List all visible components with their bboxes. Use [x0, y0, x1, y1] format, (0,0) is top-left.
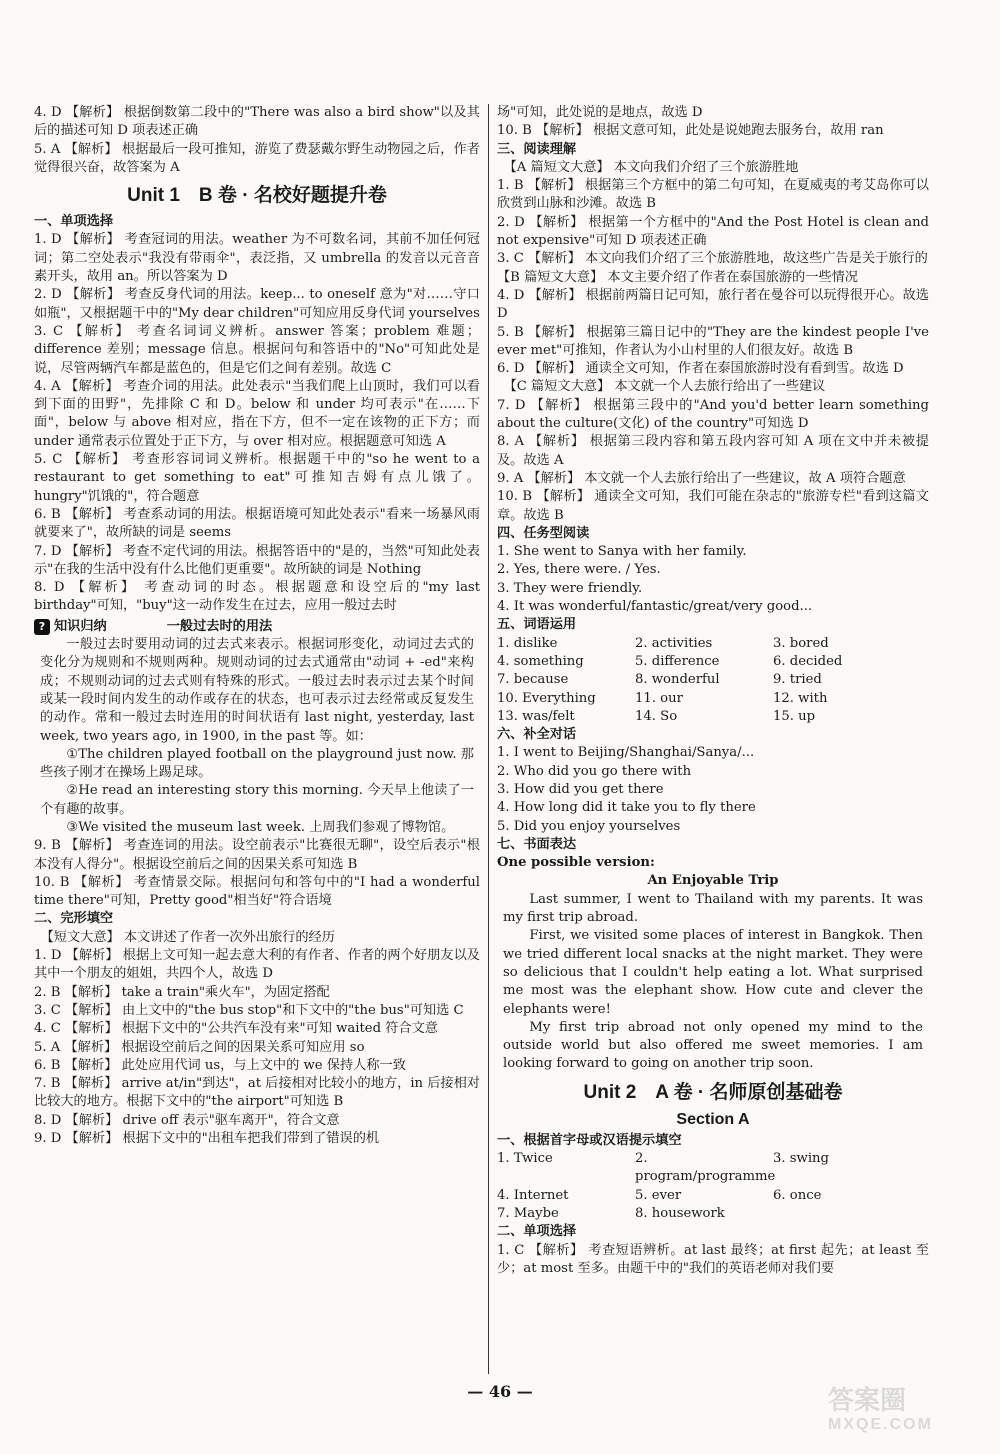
answer-paragraph: 1. D 【解析】 根据上文可知一起去意大利的有作者、作者的两个好朋友以及其中一个朋友的姐姐，共四个人，故选 D	[34, 948, 480, 982]
answer-paragraph: 5. A 【解析】 根据设空前后之间的因果关系可知应用 so	[34, 1039, 365, 1055]
answer-item: 3. swing	[773, 1151, 829, 1167]
answer-paragraph: 1. I went to Beijing/Shanghai/Sanya/...	[497, 745, 755, 761]
answer-paragraph: 1. C 【解析】 考查短语辨析。at last 最终；at first 起先；at least 至少；at most 至多。由题干中的"我们的英语老师对我们要	[497, 1242, 929, 1276]
section-heading: 五、词语运用	[497, 617, 577, 633]
watermark-logo	[828, 1384, 978, 1444]
unit-title: Unit 2 A 卷 · 名师原创基础卷	[583, 1081, 843, 1103]
body-paragraph: ③We visited the museum last week. 上周我们参观了博物馆。	[66, 819, 455, 835]
section-heading: 四、任务型阅读	[497, 525, 590, 541]
answer-item: 8. wonderful	[635, 672, 720, 688]
answer-paragraph: 10. B 【解析】 通读全文可知，我们可能在杂志的"旅游专栏"看到这篇文章。故选 B	[497, 489, 929, 523]
answer-paragraph: 【C 篇短文大意】 本文就一个人去旅行给出了一些建议	[497, 379, 826, 395]
answer-paragraph: 【短文大意】 本文讲述了作者一次外出旅行的经历	[34, 929, 335, 945]
section-heading: One possible version:	[497, 855, 655, 871]
answer-paragraph: 9. D 【解析】 根据下文中的"出租车把我们带到了错误的机	[34, 1131, 380, 1147]
body-paragraph: ①The children played football on the playground just now. 那些孩子刚才在操场上踢足球。	[40, 746, 474, 781]
section-title: Section A	[676, 1110, 750, 1128]
unit-title: Unit 1 B 卷 · 名校好题提升卷	[127, 185, 387, 207]
answer-paragraph: 1. D 【解析】 考查冠词的用法。weather 为不可数名词，其前不加任何冠词；第二空处表示"我没有带雨伞"，表泛指，又 umbrella 的发音以元音音素开头，故用 an。所以答案为 D	[34, 232, 480, 285]
column-divider	[488, 104, 489, 1374]
answer-paragraph: 4. A 【解析】 考查介词的用法。此处表示"当我们爬上山顶时，我们可以看到下面的田野"，先排除 C 和 D。below 和 under 均可表示"在……下面"，below 与 above 相对应，指在下方，但不一定在该物的正下方；而 under 通常表示位置处于正下方，与 over 相对应。根据题意可知选 A	[34, 378, 480, 449]
answer-paragraph: 场"可知，此处说的是地点，故选 D	[497, 105, 703, 120]
answer-item: 9. tried	[773, 672, 822, 688]
answer-paragraph: 4. How long did it take you to fly there	[497, 800, 756, 816]
answer-item: 1. Twice	[497, 1151, 553, 1167]
answer-paragraph: 5. A 【解析】 根据最后一段可推知，游览了费瑟戴尔野生动物园之后，作者觉得很兴奋，故答案为 A	[34, 141, 480, 175]
answer-paragraph: 6. B 【解析】 此处应用代词 us，与上文中的 we 保持人称一致	[34, 1057, 406, 1073]
answer-item: 13. was/felt	[497, 708, 575, 724]
answer-paragraph: 3. They were friendly.	[497, 580, 643, 596]
answer-paragraph: 8. D 【解析】 考查动词的时态。根据题意和设空后的"my last birthday"可知，"buy"这一动作发生在过去，应用一般过去时	[34, 580, 480, 614]
answer-paragraph: 5. Did you enjoy yourselves	[497, 818, 681, 834]
answer-paragraph: 10. B 【解析】 考查情景交际。根据问句和答句中的"I had a wonderful time there"可知，Pretty good"相当好"符合语境	[34, 874, 480, 909]
answer-paragraph: 6. D 【解析】 通读全文可知，作者在泰国旅游时没有看到雪。故选 D	[497, 361, 904, 377]
answer-paragraph: 2. D 【解析】 考查反身代词的用法。keep... to oneself 意为"对……守口如瓶"，又根据题干中的"My dear children"可知应用反身代词 yourselves	[34, 287, 480, 321]
right-column	[497, 104, 929, 1278]
answer-paragraph: 5. B 【解析】 根据第三篇日记中的"They are the kindest people I've ever met"可推知，作者认为小山村里的人们很友好。故选 B	[497, 324, 929, 358]
answer-item: 3. bored	[773, 635, 829, 651]
answer-paragraph: 1. B 【解析】 根据第三个方框中的第二句可知，在夏威夷的考艾岛你可以欣赏到山脉和沙滩。故选 B	[497, 178, 929, 212]
left-column	[34, 104, 480, 1148]
answer-paragraph: 7. D 【解析】 根据第三段中的"And you'd better learn something about the culture(文化) of the country"可知选 D	[497, 397, 929, 432]
answer-paragraph: 4. D 【解析】 根据前两篇日记可知，旅行者在曼谷可以玩得很开心。故选 D	[497, 287, 929, 322]
answer-paragraph: 7. D 【解析】 考查不定代词的用法。根据答语中的"是的，当然"可知此处表示"在我的生活中没有什么比他们更重要"。故所缺的词是 Nothing	[34, 543, 480, 577]
body-paragraph: Last summer, I went to Thailand with my parents. It was my first trip abroad.	[503, 891, 923, 926]
answer-item: 14. So	[635, 708, 678, 724]
answer-paragraph: 7. B 【解析】 arrive at/in"到达"，at 后接相对比较小的地方，in 后接相对比较大的地方。根据下文中的"the airport"可知选 B	[34, 1076, 480, 1110]
answer-paragraph: 4. D 【解析】 根据倒数第二段中的"There was also a bird show"以及其后的描述可知 D 项表述正确	[34, 105, 480, 139]
answer-paragraph: 2. Who did you go there with	[497, 763, 692, 779]
answer-item: 6. decided	[773, 653, 843, 669]
answer-item: 4. Internet	[497, 1187, 569, 1203]
answer-paragraph: 5. C 【解析】 考查形容词词义辨析。根据题干中的"so he went to a restaurant to get something to eat"可推知吉姆有点儿饿了。hungry"饥饿的"，符合题意	[34, 452, 480, 504]
answer-paragraph: 1. She went to Sanya with her family.	[497, 544, 747, 560]
answer-item: 7. because	[497, 672, 569, 688]
answer-item: 12. with	[773, 690, 828, 706]
answer-grid	[497, 1150, 929, 1223]
section-heading: 一、单项选择	[34, 214, 114, 230]
answer-paragraph: 2. D 【解析】 根据第一个方框中的"And the Post Hotel is clean and not expensive"可知 D 项表述正确	[497, 214, 929, 249]
body-paragraph: 一般过去时要用动词的过去式来表示。根据词形变化，动词过去式的变化分为规则和不规则两种。规则动词的过去式通常由"动词 + -ed"来构成；不规则动词的过去式则有特殊的形式。一般过去时表示过去某个时间或某一段时间内发生的动作或存在的状态，也可表示过去经常或反复发生的动作。常和一般过去时连用的时间状语有 last night, yesterday, last week, two years ago, in 1900, in the past 等。如：	[40, 637, 474, 744]
answer-paragraph: 8. D 【解析】 drive off 表示"驱车离开"，符合文意	[34, 1112, 340, 1128]
section-heading: 三、阅读理解	[497, 141, 577, 157]
watermark-text: 答案圈	[828, 1385, 907, 1415]
answer-item: 7. Maybe	[497, 1205, 559, 1221]
body-paragraph: First, we visited some places of interest in Bangkok. Then we tried different local snacks at the night market. They were so delicious that I couldn't help eating a lot. What surprised me most was the elephant show. How cute and clever the elephants were!	[503, 928, 923, 1017]
answer-item: 5. difference	[635, 653, 720, 669]
answer-paragraph: 6. B 【解析】 考查系动词的用法。根据语境可知此处表示"看来一场暴风雨就要来了"，故所缺的词是 seems	[34, 506, 480, 541]
answer-item: 6. once	[773, 1187, 822, 1203]
answer-paragraph: 3. C 【解析】 本文向我们介绍了三个旅游胜地，故这些广告是关于旅行的	[497, 251, 928, 267]
page-number: — 46 —	[467, 1382, 533, 1401]
knowledge-box-label: 知识归纳	[54, 618, 107, 634]
answer-item: 11. our	[635, 690, 683, 706]
answer-paragraph: 9. A 【解析】 本文就一个人去旅行给出了一些建议，故 A 项符合题意	[497, 470, 906, 486]
answer-paragraph: 8. A 【解析】 根据第三段内容和第五段内容可知 A 项在文中并未被提及。故选 A	[497, 434, 929, 468]
lightbulb-icon: ?	[34, 619, 50, 635]
section-heading: 二、单项选择	[497, 1224, 577, 1240]
answer-paragraph: 4. C 【解析】 根据下文中的"公共汽车没有来"可知 waited 符合文意	[34, 1021, 438, 1037]
answer-paragraph: 2. B 【解析】 take a train"乘火车"，为固定搭配	[34, 984, 330, 1000]
body-paragraph: My first trip abroad not only opened my mind to the outside world but also offered me sweet memories. I am looking forward to going on another trip soon.	[503, 1019, 923, 1072]
essay-title: An Enjoyable Trip	[647, 873, 779, 889]
knowledge-box-heading: 一般过去时的用法	[166, 618, 273, 634]
answer-paragraph: 9. B 【解析】 考查连词的用法。设空前表示"比赛很无聊"，设空后表示"根本没有人得分"。根据设空前后之间的因果关系可知选 B	[34, 838, 480, 872]
answer-item: 2. program/programme	[635, 1151, 776, 1185]
answer-item: 1. dislike	[497, 635, 558, 651]
knowledge-box-title	[34, 618, 480, 636]
answer-item: 8. housework	[635, 1205, 725, 1221]
answer-paragraph: 【A 篇短文大意】 本文向我们介绍了三个旅游胜地	[497, 159, 799, 175]
answer-paragraph: 4. It was wonderful/fantastic/great/very good...	[497, 599, 813, 615]
answer-paragraph: 2. Yes, there were. / Yes.	[497, 562, 661, 578]
answer-paragraph: 10. B 【解析】 根据文意可知，此处是说她跑去服务台，故用 ran	[497, 123, 884, 139]
body-paragraph: ②He read an interesting story this morning. 今天早上他读了一个有趣的故事。	[40, 783, 474, 817]
section-heading: 七、书面表达	[497, 836, 577, 852]
answer-paragraph: 【B 篇短文大意】 本文主要介绍了作者在泰国旅游的一些情况	[497, 269, 858, 285]
section-heading: 一、根据首字母或汉语提示填空	[497, 1132, 682, 1148]
answer-grid	[497, 635, 929, 726]
answer-item: 10. Everything	[497, 690, 596, 706]
answer-paragraph: 3. C 【解析】 考查名词词义辨析。answer 答案；problem 难题；difference 差别；message 信息。根据问句和答语中的"No"可知此处是说，尽管两辆汽车都是蓝色的，但是它们之间有差别。故选 C	[34, 323, 480, 376]
section-heading: 六、补全对话	[497, 727, 577, 743]
answer-item: 5. ever	[635, 1187, 682, 1203]
watermark-url: MXQE.COM	[828, 1416, 933, 1433]
answer-paragraph: 3. How did you get there	[497, 781, 664, 797]
answer-item: 2. activities	[635, 635, 713, 651]
answer-paragraph: 3. C 【解析】 由上文中的"the bus stop"和下文中的"the bus"可知选 C	[34, 1002, 464, 1018]
section-heading: 二、完形填空	[34, 911, 114, 927]
answer-item: 4. something	[497, 653, 584, 669]
answer-item: 15. up	[773, 708, 816, 724]
